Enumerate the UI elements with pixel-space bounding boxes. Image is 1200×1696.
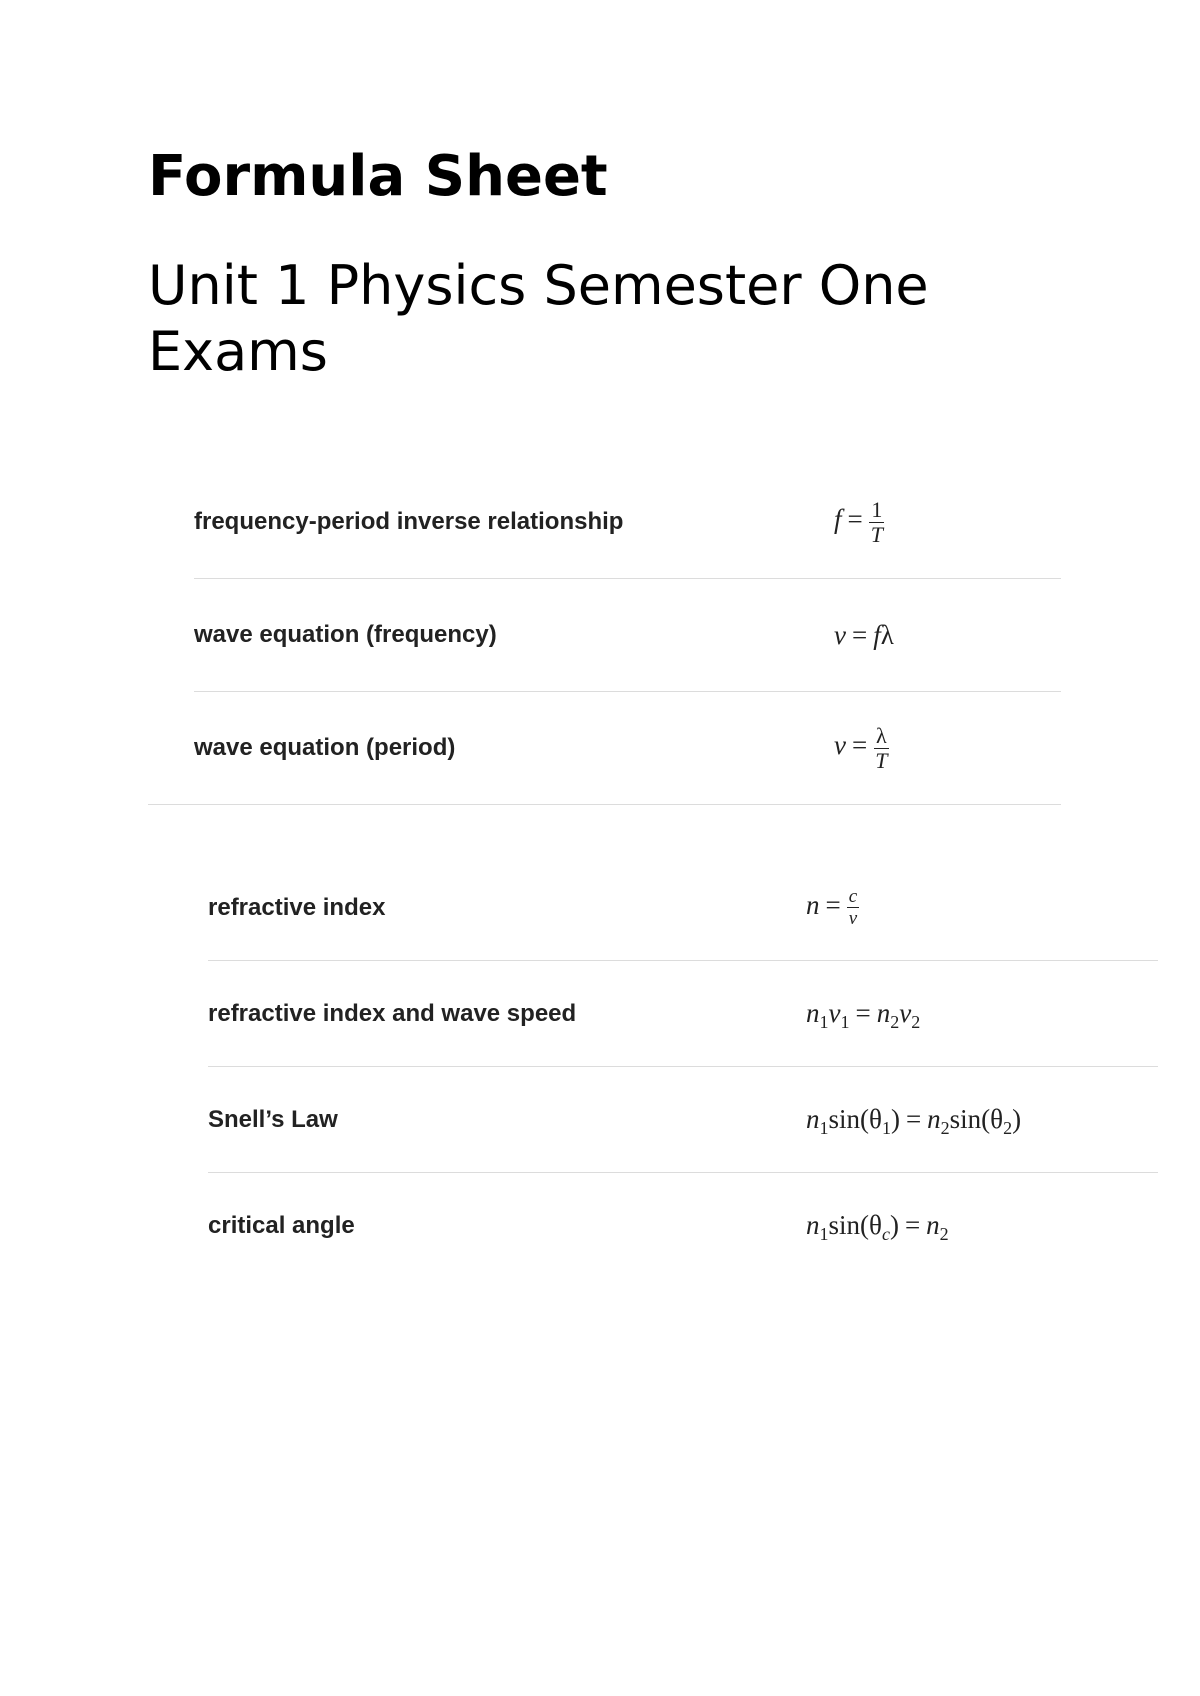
formula [834, 496, 885, 547]
formula-text: n = $\frac{c}{v}$ [806, 886, 858, 929]
formula [806, 1210, 949, 1244]
table-row [194, 579, 1061, 692]
formula-label: refractive index and wave speed [208, 999, 577, 1027]
formula-label: wave equation (period) [194, 734, 456, 761]
formula-label: wave equation (frequency) [194, 621, 497, 648]
page-subtitle: Unit 1 Physics Semester One Exams [148, 254, 929, 383]
formula-text: $n_1\sin(\theta_c) = n_2$ [806, 1210, 949, 1244]
formula-label: refractive index [208, 893, 386, 921]
table-row [194, 466, 1061, 579]
formula-text: v = $\frac{\lambda}{T}$ [834, 722, 888, 773]
table-row [208, 961, 1158, 1067]
formula-text: f = $\frac{1}{T}$ [834, 496, 883, 547]
formula [806, 886, 859, 929]
formula [806, 1104, 1022, 1138]
table-row [208, 1067, 1158, 1173]
formula-text: $n_1v_1 = n_2v_2$ [806, 998, 921, 1032]
table-row [208, 855, 1158, 961]
table-row [208, 1173, 1158, 1279]
formula [834, 620, 894, 650]
formula-label: Snell’s Law [208, 1105, 338, 1133]
formula-text: v = fλ [834, 619, 894, 650]
formula-text: $n_1\sin(\theta_1) = n_2\sin(\theta_2)$ [806, 1104, 1022, 1138]
waves-formula-table [194, 466, 1061, 805]
formula [834, 722, 889, 773]
table-row [194, 692, 1061, 805]
formula-label: critical angle [208, 1211, 355, 1239]
table-divider [148, 804, 1061, 805]
formula [806, 998, 921, 1032]
page-title: Formula Sheet [148, 144, 608, 209]
refraction-formula-table [208, 855, 1158, 1278]
formula-label: frequency-period inverse relationship [194, 508, 624, 535]
